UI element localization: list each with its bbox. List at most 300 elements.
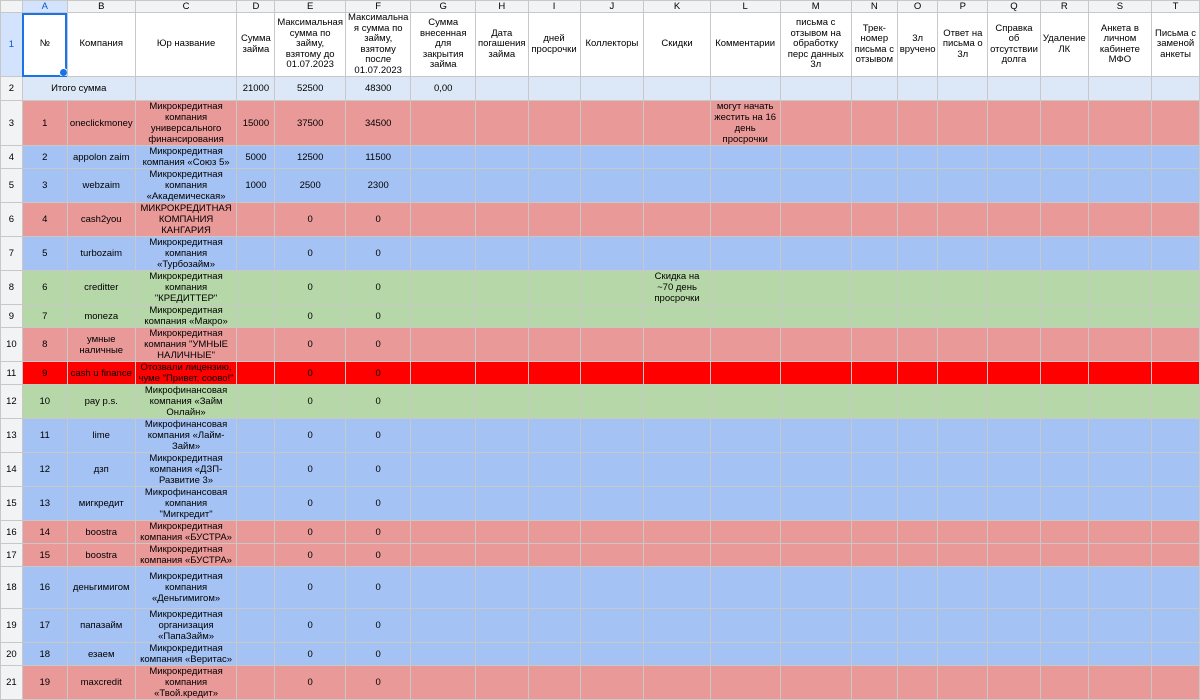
table-cell[interactable]: boostra xyxy=(67,544,135,567)
total-cell[interactable] xyxy=(938,77,988,101)
row-header[interactable]: 5 xyxy=(1,169,23,203)
row-header[interactable]: 2 xyxy=(1,77,23,101)
table-cell[interactable] xyxy=(851,609,897,643)
table-cell[interactable] xyxy=(1088,666,1151,700)
table-cell[interactable]: 11500 xyxy=(345,146,410,169)
total-cell[interactable] xyxy=(780,77,851,101)
table-cell[interactable] xyxy=(897,305,938,328)
table-cell[interactable] xyxy=(1088,643,1151,666)
table-cell[interactable] xyxy=(528,203,580,237)
table-cell[interactable] xyxy=(1088,567,1151,609)
table-cell[interactable] xyxy=(411,305,476,328)
table-cell[interactable] xyxy=(938,453,988,487)
table-cell[interactable]: webzaim xyxy=(67,169,135,203)
table-cell[interactable] xyxy=(851,237,897,271)
table-cell[interactable] xyxy=(710,487,780,521)
table-cell[interactable] xyxy=(988,544,1041,567)
table-cell[interactable]: умные наличные xyxy=(67,328,135,362)
table-cell[interactable] xyxy=(528,521,580,544)
table-cell[interactable] xyxy=(644,609,710,643)
table-cell[interactable] xyxy=(528,643,580,666)
table-cell[interactable] xyxy=(1152,609,1200,643)
row-header[interactable]: 3 xyxy=(1,101,23,146)
total-label[interactable]: Итого сумма xyxy=(22,77,135,101)
table-cell[interactable] xyxy=(780,328,851,362)
total-cell[interactable] xyxy=(851,77,897,101)
total-cell[interactable] xyxy=(1152,77,1200,101)
table-cell[interactable] xyxy=(710,521,780,544)
table-cell[interactable]: 2500 xyxy=(275,169,346,203)
table-cell[interactable]: 12 xyxy=(22,453,67,487)
table-cell[interactable] xyxy=(1040,487,1088,521)
row-header[interactable]: 1 xyxy=(1,13,23,77)
table-cell[interactable] xyxy=(780,609,851,643)
table-cell[interactable] xyxy=(580,271,644,305)
table-cell[interactable] xyxy=(1088,609,1151,643)
table-cell[interactable] xyxy=(1088,362,1151,385)
table-cell[interactable] xyxy=(411,666,476,700)
table-cell[interactable] xyxy=(580,643,644,666)
table-cell[interactable]: 9 xyxy=(22,362,67,385)
table-cell[interactable] xyxy=(528,101,580,146)
fill-handle[interactable] xyxy=(59,68,68,77)
table-cell[interactable] xyxy=(938,146,988,169)
table-cell[interactable] xyxy=(938,643,988,666)
table-cell[interactable]: Микрокредитная компания универсального финансирования xyxy=(135,101,237,146)
table-cell[interactable]: 11 xyxy=(22,419,67,453)
table-cell[interactable] xyxy=(237,203,275,237)
column-header-i[interactable]: I xyxy=(528,1,580,13)
table-cell[interactable] xyxy=(988,521,1041,544)
table-cell[interactable]: 3 xyxy=(22,169,67,203)
table-cell[interactable]: Скидка на ~70 день просрочки xyxy=(644,271,710,305)
table-cell[interactable]: Микрокредитная компания «Веритас» xyxy=(135,643,237,666)
table-cell[interactable] xyxy=(780,419,851,453)
table-cell[interactable] xyxy=(476,609,529,643)
total-cell[interactable] xyxy=(476,77,529,101)
table-cell[interactable] xyxy=(988,328,1041,362)
table-cell[interactable] xyxy=(780,237,851,271)
table-cell[interactable]: Микрокредитная компания «Макро» xyxy=(135,305,237,328)
table-cell[interactable] xyxy=(1152,271,1200,305)
table-cell[interactable]: 0 xyxy=(275,643,346,666)
table-cell[interactable] xyxy=(1152,567,1200,609)
table-cell[interactable] xyxy=(411,146,476,169)
table-cell[interactable] xyxy=(1040,271,1088,305)
table-cell[interactable] xyxy=(476,666,529,700)
table-cell[interactable] xyxy=(580,385,644,419)
table-cell[interactable] xyxy=(644,666,710,700)
table-cell[interactable] xyxy=(897,362,938,385)
table-cell[interactable] xyxy=(851,385,897,419)
column-header-n[interactable]: N xyxy=(851,1,897,13)
table-cell[interactable]: 0 xyxy=(345,643,410,666)
table-cell[interactable] xyxy=(1040,146,1088,169)
table-cell[interactable] xyxy=(851,328,897,362)
table-cell[interactable] xyxy=(476,567,529,609)
table-cell[interactable]: Микрокредитная компания «БУСТРА» xyxy=(135,544,237,567)
total-cell[interactable]: 52500 xyxy=(275,77,346,101)
table-cell[interactable] xyxy=(897,521,938,544)
table-cell[interactable] xyxy=(938,609,988,643)
table-cell[interactable]: 0 xyxy=(275,487,346,521)
table-cell[interactable] xyxy=(237,666,275,700)
total-cell[interactable] xyxy=(1088,77,1151,101)
table-cell[interactable] xyxy=(237,237,275,271)
table-cell[interactable] xyxy=(411,169,476,203)
table-cell[interactable] xyxy=(897,567,938,609)
table-cell[interactable] xyxy=(938,666,988,700)
row-header[interactable]: 18 xyxy=(1,567,23,609)
table-cell[interactable] xyxy=(1152,385,1200,419)
table-cell[interactable] xyxy=(1152,521,1200,544)
table-cell[interactable]: 0 xyxy=(275,305,346,328)
table-cell[interactable] xyxy=(710,328,780,362)
column-header-r[interactable]: R xyxy=(1040,1,1088,13)
column-header-t[interactable]: T xyxy=(1152,1,1200,13)
table-cell[interactable]: дзп xyxy=(67,453,135,487)
table-cell[interactable] xyxy=(1040,609,1088,643)
column-header-d[interactable]: D xyxy=(237,1,275,13)
table-cell[interactable] xyxy=(710,169,780,203)
table-cell[interactable] xyxy=(1040,643,1088,666)
table-cell[interactable]: 0 xyxy=(345,305,410,328)
table-cell[interactable] xyxy=(476,271,529,305)
table-cell[interactable]: 6 xyxy=(22,271,67,305)
row-header[interactable]: 4 xyxy=(1,146,23,169)
table-cell[interactable]: 1 xyxy=(22,101,67,146)
column-header-o[interactable]: O xyxy=(897,1,938,13)
table-cell[interactable]: Микрокредитная компания «Турбозайм» xyxy=(135,237,237,271)
table-cell[interactable]: 0 xyxy=(345,487,410,521)
table-cell[interactable] xyxy=(644,643,710,666)
table-cell[interactable] xyxy=(1088,487,1151,521)
table-cell[interactable]: папазайм xyxy=(67,609,135,643)
table-cell[interactable] xyxy=(851,305,897,328)
table-cell[interactable] xyxy=(237,328,275,362)
table-cell[interactable]: 0 xyxy=(345,237,410,271)
table-cell[interactable]: 0 xyxy=(275,521,346,544)
table-cell[interactable]: 2300 xyxy=(345,169,410,203)
table-cell[interactable] xyxy=(1088,305,1151,328)
table-cell[interactable] xyxy=(644,362,710,385)
table-cell[interactable] xyxy=(897,169,938,203)
table-cell[interactable] xyxy=(1152,237,1200,271)
table-cell[interactable] xyxy=(1088,521,1151,544)
table-cell[interactable] xyxy=(1088,101,1151,146)
table-cell[interactable] xyxy=(580,666,644,700)
column-header-m[interactable]: M xyxy=(780,1,851,13)
table-cell[interactable]: 0 xyxy=(275,362,346,385)
table-cell[interactable] xyxy=(528,169,580,203)
table-cell[interactable] xyxy=(644,521,710,544)
row-header[interactable]: 12 xyxy=(1,385,23,419)
table-cell[interactable] xyxy=(528,385,580,419)
header-cell[interactable]: 3л вручено xyxy=(897,13,938,77)
table-cell[interactable]: pay p.s. xyxy=(67,385,135,419)
table-cell[interactable] xyxy=(237,643,275,666)
table-cell[interactable] xyxy=(528,328,580,362)
table-cell[interactable] xyxy=(644,101,710,146)
table-cell[interactable]: 0 xyxy=(275,271,346,305)
total-cell[interactable] xyxy=(1040,77,1088,101)
table-cell[interactable] xyxy=(644,169,710,203)
table-cell[interactable] xyxy=(780,453,851,487)
table-cell[interactable] xyxy=(851,487,897,521)
row-header[interactable]: 10 xyxy=(1,328,23,362)
table-cell[interactable] xyxy=(780,544,851,567)
table-cell[interactable] xyxy=(644,567,710,609)
table-cell[interactable]: 0 xyxy=(275,609,346,643)
table-cell[interactable] xyxy=(580,609,644,643)
table-cell[interactable] xyxy=(1040,567,1088,609)
table-cell[interactable] xyxy=(897,544,938,567)
table-cell[interactable] xyxy=(938,101,988,146)
table-cell[interactable] xyxy=(938,419,988,453)
table-cell[interactable]: 10 xyxy=(22,385,67,419)
table-cell[interactable]: 14 xyxy=(22,521,67,544)
table-cell[interactable] xyxy=(476,237,529,271)
column-header-k[interactable]: K xyxy=(644,1,710,13)
table-cell[interactable] xyxy=(897,146,938,169)
table-cell[interactable]: 0 xyxy=(345,419,410,453)
table-cell[interactable] xyxy=(897,203,938,237)
table-cell[interactable]: 0 xyxy=(275,567,346,609)
table-cell[interactable]: Отозвали лицензию, чуме "Привет, соово!" xyxy=(135,362,237,385)
table-cell[interactable] xyxy=(897,237,938,271)
table-cell[interactable]: turbozaim xyxy=(67,237,135,271)
table-cell[interactable]: могут начать жестить на 16 день просрочки xyxy=(710,101,780,146)
table-cell[interactable] xyxy=(851,169,897,203)
table-cell[interactable] xyxy=(1040,203,1088,237)
table-cell[interactable] xyxy=(476,305,529,328)
table-cell[interactable] xyxy=(476,487,529,521)
total-cell[interactable]: 48300 xyxy=(345,77,410,101)
table-cell[interactable] xyxy=(897,419,938,453)
column-header-b[interactable]: B xyxy=(67,1,135,13)
table-cell[interactable]: 0 xyxy=(275,385,346,419)
table-cell[interactable] xyxy=(710,362,780,385)
table-cell[interactable] xyxy=(528,146,580,169)
row-header[interactable]: 21 xyxy=(1,666,23,700)
table-cell[interactable] xyxy=(938,203,988,237)
table-cell[interactable] xyxy=(780,487,851,521)
table-cell[interactable] xyxy=(411,237,476,271)
header-cell[interactable]: письма с отзывом на обработку перс данных 3л xyxy=(780,13,851,77)
table-cell[interactable]: 13 xyxy=(22,487,67,521)
table-cell[interactable] xyxy=(710,453,780,487)
table-cell[interactable] xyxy=(710,666,780,700)
table-cell[interactable] xyxy=(411,203,476,237)
row-header[interactable]: 20 xyxy=(1,643,23,666)
table-cell[interactable]: 37500 xyxy=(275,101,346,146)
table-cell[interactable] xyxy=(237,385,275,419)
table-cell[interactable] xyxy=(1088,169,1151,203)
table-cell[interactable] xyxy=(710,643,780,666)
row-header[interactable]: 15 xyxy=(1,487,23,521)
table-cell[interactable] xyxy=(644,385,710,419)
table-cell[interactable] xyxy=(476,419,529,453)
table-cell[interactable] xyxy=(476,385,529,419)
table-cell[interactable] xyxy=(1040,521,1088,544)
table-cell[interactable] xyxy=(988,305,1041,328)
table-cell[interactable] xyxy=(851,567,897,609)
table-cell[interactable] xyxy=(580,453,644,487)
table-cell[interactable] xyxy=(938,169,988,203)
column-header-j[interactable]: J xyxy=(580,1,644,13)
table-cell[interactable]: boostra xyxy=(67,521,135,544)
table-cell[interactable]: 15000 xyxy=(237,101,275,146)
table-cell[interactable] xyxy=(528,362,580,385)
row-header[interactable]: 16 xyxy=(1,521,23,544)
table-cell[interactable] xyxy=(1152,666,1200,700)
table-cell[interactable] xyxy=(780,567,851,609)
table-cell[interactable] xyxy=(1040,305,1088,328)
table-cell[interactable] xyxy=(988,169,1041,203)
table-cell[interactable] xyxy=(237,305,275,328)
table-cell[interactable]: Микрофинансовая компания «Лайм-Займ» xyxy=(135,419,237,453)
table-cell[interactable] xyxy=(237,521,275,544)
header-cell[interactable]: дней просрочки xyxy=(528,13,580,77)
table-cell[interactable] xyxy=(988,237,1041,271)
table-cell[interactable] xyxy=(476,362,529,385)
table-cell[interactable] xyxy=(411,487,476,521)
table-cell[interactable] xyxy=(411,643,476,666)
table-cell[interactable] xyxy=(1040,101,1088,146)
table-cell[interactable] xyxy=(1152,203,1200,237)
table-cell[interactable] xyxy=(1040,169,1088,203)
table-cell[interactable] xyxy=(528,567,580,609)
table-cell[interactable] xyxy=(1040,419,1088,453)
table-cell[interactable] xyxy=(411,385,476,419)
table-cell[interactable] xyxy=(851,203,897,237)
table-cell[interactable] xyxy=(897,453,938,487)
table-cell[interactable] xyxy=(528,419,580,453)
table-cell[interactable] xyxy=(897,643,938,666)
table-cell[interactable] xyxy=(411,101,476,146)
table-cell[interactable] xyxy=(411,521,476,544)
table-cell[interactable]: 0 xyxy=(345,666,410,700)
table-cell[interactable] xyxy=(580,419,644,453)
table-cell[interactable] xyxy=(1152,487,1200,521)
table-cell[interactable] xyxy=(644,203,710,237)
table-cell[interactable] xyxy=(988,385,1041,419)
table-cell[interactable] xyxy=(1088,453,1151,487)
table-cell[interactable] xyxy=(476,453,529,487)
table-cell[interactable]: 34500 xyxy=(345,101,410,146)
table-cell[interactable] xyxy=(528,453,580,487)
table-cell[interactable] xyxy=(710,237,780,271)
table-cell[interactable] xyxy=(988,146,1041,169)
table-cell[interactable] xyxy=(476,169,529,203)
table-cell[interactable]: Микрокредитная компания "КРЕДИТТЕР" xyxy=(135,271,237,305)
table-cell[interactable] xyxy=(988,487,1041,521)
table-cell[interactable] xyxy=(411,609,476,643)
column-header-g[interactable]: G xyxy=(411,1,476,13)
table-cell[interactable] xyxy=(780,101,851,146)
table-cell[interactable] xyxy=(644,146,710,169)
table-cell[interactable]: 0 xyxy=(345,203,410,237)
column-header-q[interactable]: Q xyxy=(988,1,1041,13)
table-cell[interactable]: oneclickmoney xyxy=(67,101,135,146)
table-cell[interactable] xyxy=(580,305,644,328)
table-cell[interactable] xyxy=(476,203,529,237)
column-header-a[interactable]: A xyxy=(22,1,67,13)
total-cell[interactable]: 21000 xyxy=(237,77,275,101)
table-cell[interactable]: 12500 xyxy=(275,146,346,169)
table-cell[interactable] xyxy=(411,453,476,487)
header-cell[interactable]: Юр название xyxy=(135,13,237,77)
table-cell[interactable] xyxy=(580,146,644,169)
table-cell[interactable] xyxy=(938,305,988,328)
table-cell[interactable] xyxy=(851,271,897,305)
table-cell[interactable]: Микрокредитная компания «Академическая» xyxy=(135,169,237,203)
table-cell[interactable] xyxy=(476,146,529,169)
table-cell[interactable] xyxy=(237,362,275,385)
table-cell[interactable] xyxy=(710,567,780,609)
table-cell[interactable] xyxy=(580,567,644,609)
table-cell[interactable] xyxy=(580,101,644,146)
table-cell[interactable] xyxy=(710,609,780,643)
table-cell[interactable]: 4 xyxy=(22,203,67,237)
table-cell[interactable] xyxy=(780,666,851,700)
table-cell[interactable] xyxy=(938,362,988,385)
table-cell[interactable] xyxy=(988,271,1041,305)
table-cell[interactable]: Микрокредитная организация «ПапаЗайм» xyxy=(135,609,237,643)
table-cell[interactable] xyxy=(1152,101,1200,146)
table-cell[interactable] xyxy=(710,146,780,169)
table-cell[interactable] xyxy=(1040,544,1088,567)
table-cell[interactable]: 0 xyxy=(275,203,346,237)
table-cell[interactable] xyxy=(710,271,780,305)
table-cell[interactable] xyxy=(644,419,710,453)
total-cell[interactable] xyxy=(897,77,938,101)
table-cell[interactable] xyxy=(988,609,1041,643)
table-cell[interactable] xyxy=(1040,362,1088,385)
column-header-e[interactable]: E xyxy=(275,1,346,13)
table-cell[interactable] xyxy=(938,521,988,544)
total-cell[interactable] xyxy=(988,77,1041,101)
table-cell[interactable] xyxy=(780,643,851,666)
table-cell[interactable] xyxy=(710,419,780,453)
table-cell[interactable]: 15 xyxy=(22,544,67,567)
header-cell[interactable]: Трек-номер письма с отзывом xyxy=(851,13,897,77)
table-cell[interactable] xyxy=(780,385,851,419)
table-cell[interactable] xyxy=(851,146,897,169)
table-cell[interactable]: cash u finance xyxy=(67,362,135,385)
table-cell[interactable] xyxy=(528,544,580,567)
table-cell[interactable] xyxy=(1152,544,1200,567)
table-cell[interactable] xyxy=(411,419,476,453)
header-cell[interactable]: Компания xyxy=(67,13,135,77)
table-cell[interactable]: 5000 xyxy=(237,146,275,169)
table-cell[interactable] xyxy=(1040,237,1088,271)
column-header-c[interactable]: C xyxy=(135,1,237,13)
table-cell[interactable] xyxy=(780,203,851,237)
table-cell[interactable] xyxy=(528,237,580,271)
table-cell[interactable] xyxy=(938,487,988,521)
table-cell[interactable] xyxy=(938,544,988,567)
table-cell[interactable] xyxy=(580,237,644,271)
table-cell[interactable] xyxy=(1088,328,1151,362)
table-cell[interactable]: 16 xyxy=(22,567,67,609)
table-cell[interactable] xyxy=(528,271,580,305)
header-cell[interactable]: Ответ на письма о 3л xyxy=(938,13,988,77)
table-cell[interactable] xyxy=(580,203,644,237)
table-cell[interactable] xyxy=(1040,328,1088,362)
table-cell[interactable] xyxy=(644,487,710,521)
table-cell[interactable] xyxy=(237,271,275,305)
